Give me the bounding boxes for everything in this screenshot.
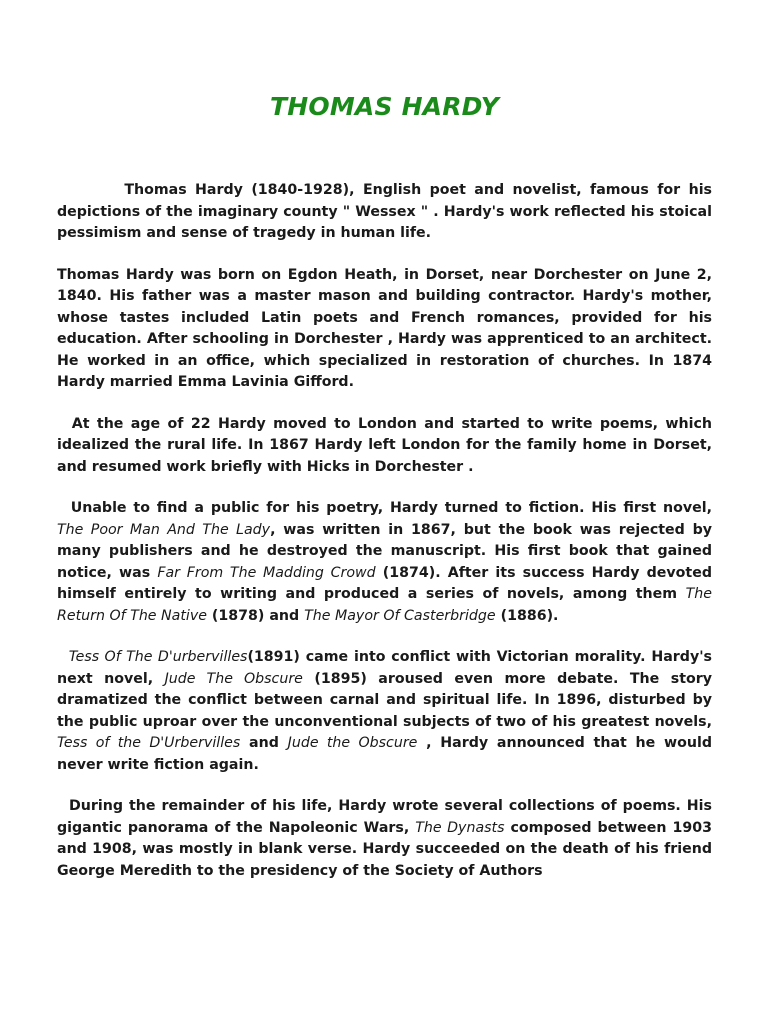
book-title: The Dynasts <box>415 819 505 836</box>
london-text: At the age of 22 Hardy moved to London and started to write poems, which idealized the rural life. In 1867 Hardy left London for the family home in Dorset, and resumed work briefly with Hicks in Dorchester . <box>57 415 717 475</box>
fiction-text-3: (1874). After its success Hardy devoted himself entirely to writing and produced a series of novels, among them <box>57 564 717 602</box>
controversy-text-3: and <box>240 735 288 751</box>
document-page <box>57 0 717 882</box>
paragraph-later-life <box>57 796 717 882</box>
controversy-text-2: (1895) aroused even more debate. The story dramatized the conflict between carnal and spiritual life. In 1896, disturbed by the public uproar over the unconventional subjects of two of his greatest novels, <box>57 670 717 730</box>
book-title: The Poor Man And The Lady <box>57 521 271 538</box>
book-title: The Return Of The Native <box>57 586 717 624</box>
author-name-dates: Thomas Hardy (1840-1928) <box>124 182 350 198</box>
controversy-text-4: , Hardy announced that he would never write fiction again. <box>57 735 717 773</box>
book-title: Jude the Obscure <box>287 735 418 751</box>
paragraph-intro <box>57 180 712 245</box>
page-title: THOMAS HARDY <box>270 92 499 121</box>
paragraph-fiction <box>57 498 717 627</box>
paragraph-early-life: Thomas Hardy was born on Egdon Heath, in Dorset, near Dorchester on June 2, 1840. His father was a master mason and building contractor. Hardy's mother, whose tastes included Latin poets and French romances, provided for his education. After schooling in Dorchester , Hardy was apprenticed to an architect. He worked in an office, which specialized in restoration of churches. In 1874 Hardy married Emma Lavinia Gifford. <box>57 266 712 390</box>
lead-space <box>57 649 69 665</box>
paragraph-controversy <box>57 647 717 776</box>
controversy-text-1: (1891) came into conflict with Victorian morality. Hardy's next novel, <box>57 649 717 687</box>
book-title: Far From The Madding Crowd <box>157 564 376 581</box>
fiction-text-4: (1878) and <box>206 607 305 624</box>
intro-text: , English poet and novelist, famous for his depictions of the imaginary county " Wessex " . Hardy's work reflected his stoical pessimism and sense of tragedy in human life. <box>57 182 713 241</box>
book-title: The Mayor Of Casterbridge <box>304 607 496 624</box>
book-title: Tess Of The D'urbervilles <box>68 649 248 665</box>
book-title: Tess of the D'Urbervilles <box>57 735 241 751</box>
book-title: Jude The Obscure <box>164 670 303 687</box>
indent <box>57 182 124 198</box>
paragraph-london <box>57 414 717 479</box>
fiction-text-1: Unable to find a public for his poetry, Hardy turned to fiction. His first novel, <box>57 500 717 516</box>
later-text-1: During the remainder of his life, Hardy wrote several collections of poems. His gigantic panorama of the Napoleonic Wars, <box>57 798 717 836</box>
fiction-text-5: (1886). <box>495 607 559 624</box>
later-text-2: composed between 1903 and 1908, was mostly in blank verse. Hardy succeeded on the death of his friend George Meredith to the presidency of the Society of Authors <box>57 819 717 879</box>
fiction-text-2: , was written in 1867, but the book was rejected by many publishers and he destroyed the manuscript. His first book that gained notice, was <box>57 521 717 581</box>
